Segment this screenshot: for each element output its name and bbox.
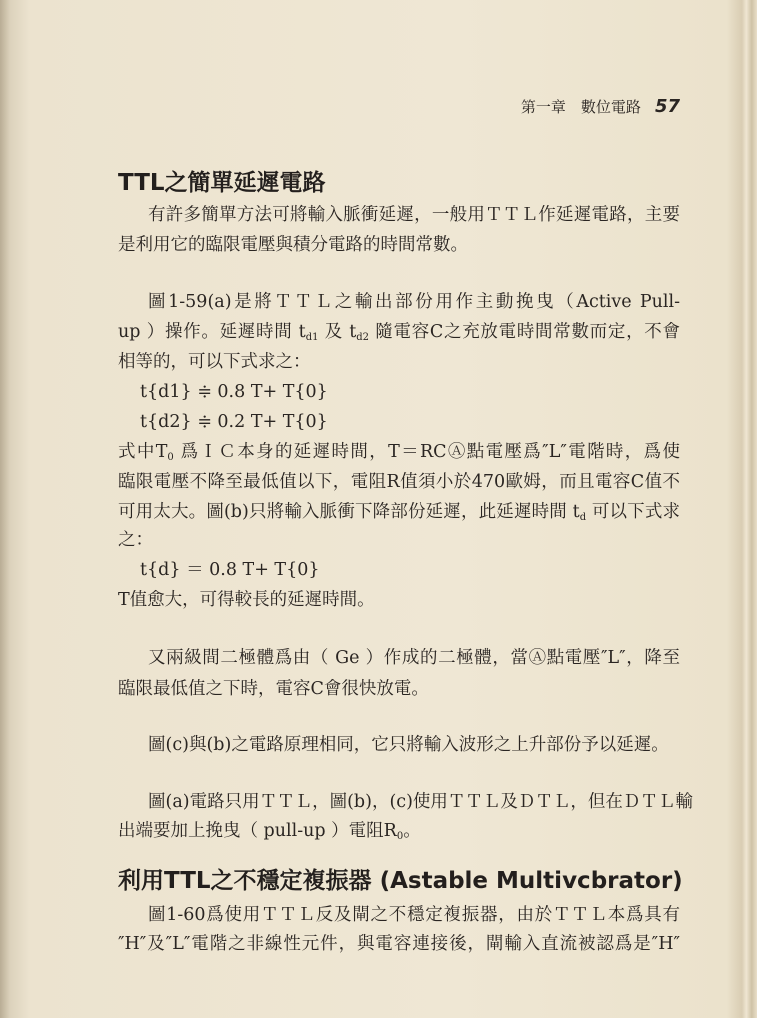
text-line: 出端要加上挽曳（ pull-up ）電阻$R_0$。 [118, 821, 421, 842]
subscript: d1 [305, 332, 319, 343]
subscript: d2 [356, 332, 370, 343]
text-line: T值愈大，可得較長的延遲時間。 [118, 590, 375, 610]
text-line: 圖1-60爲使用ＴＴＬ反及閘之不穩定複振器，由於ＴＴＬ本爲具有 [148, 905, 680, 925]
subscript: 0 [167, 452, 174, 463]
running-header [521, 96, 680, 117]
text-line: 可用太大。圖(b)只將輸入脈衝下降部份延遲，此延遲時間 $t_d$ 可以下式求 [118, 502, 681, 523]
section-heading-ttl-delay: TTL之簡單延遲電路 [118, 170, 326, 196]
text-line: 圖(a)電路只用ＴＴＬ，圖(b)，(c)使用ＴＴＬ及ＤＴＬ，但在ＤＴＬ輸 [148, 792, 693, 812]
formula-td1: t{d1} ≑ 0.8 T+ T{0} [140, 382, 328, 402]
text-line: 臨限最低值之下時，電容C會很快放電。 [118, 679, 429, 699]
text-line: 圖1-59(a)是將ＴＴＬ之輸出部份用作主動挽曳（Active Pull- [148, 292, 680, 312]
text-line: ″H″及″L″電階之非線性元件，與電容連接後，閘輸入直流被認爲是″H″ [118, 934, 680, 954]
text-line: up ）操作。延遲時間 $t_{d1}$ 及 $t_{d2}$ 隨電容C之充放電時間常數而定，不會 [118, 322, 680, 343]
formula-td2: t{d2} ≑ 0.2 T+ T{0} [140, 412, 328, 432]
text-line: 相等的，可以下式求之： [118, 352, 311, 372]
text-line: 是利用它的臨限電壓與積分電路的時間常數。 [118, 235, 468, 255]
section-heading-astable-multivibrator: 利用TTL之不穩定複振器 (Astable Multivcbrator) [118, 868, 683, 894]
subscript: 0 [396, 831, 404, 842]
text-line: 臨限電壓不降至最低值以下，電阻R值須小於470歐姆，而且電容C值不 [118, 472, 680, 492]
text-line: 又兩級間二極體爲由（ Ge ）作成的二極體，當Ⓐ點電壓″L″，降至 [148, 648, 680, 668]
chapter-title: 第一章 數位電路 [520, 98, 641, 116]
text-line: 圖(c)與(b)之電路原理相同，它只將輸入波形之上升部份予以延遲。 [148, 735, 669, 755]
text-line: 式中$T_0$ 爲ＩＣ本身的延遲時間，T＝RCⒶ點電壓爲″L″電階時，爲使 [118, 442, 680, 463]
subscript: d [579, 512, 587, 523]
formula-td: t{d} ＝ 0.8 T+ T{0} [140, 560, 320, 580]
text-line: 之： [118, 530, 153, 550]
page-number: 57 [654, 96, 680, 117]
text-line: 有許多簡單方法可將輸入脈衝延遲，一般用ＴＴＬ作延遲電路，主要 [148, 205, 680, 225]
